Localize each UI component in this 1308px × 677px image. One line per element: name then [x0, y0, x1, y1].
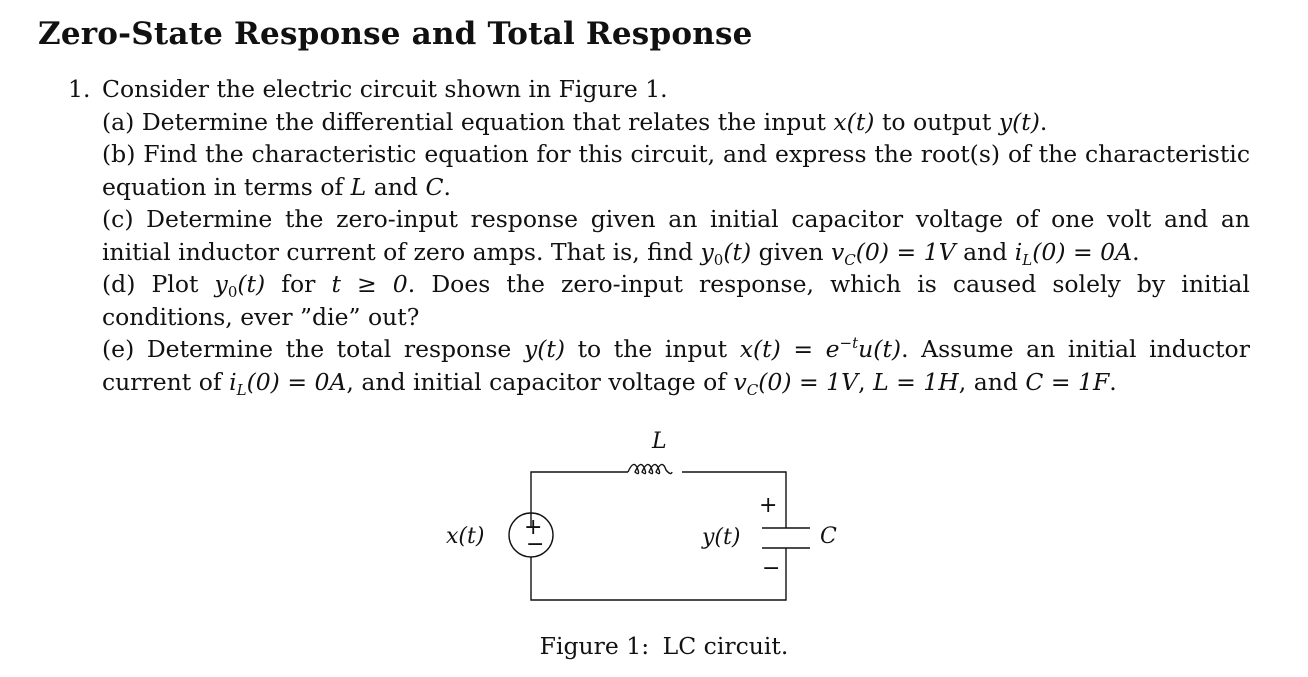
caption-text: LC circuit. — [662, 632, 789, 660]
capacitor-label: C — [820, 524, 837, 549]
vc-subscript: C — [844, 250, 856, 269]
y0-arg: (t) — [723, 237, 752, 266]
part-c — [102, 203, 1250, 268]
part-a — [102, 106, 1250, 139]
problem-1 — [68, 73, 1250, 398]
input-rhs: u(t) — [858, 335, 902, 363]
part-c-text-1: Determine the zero-input response given an initial capacitor voltage of one volt and an initial inductor current of zero amps. That is, find — [102, 205, 1250, 266]
il-equation: (0) = 0A — [246, 367, 347, 396]
zero-input-response — [700, 237, 752, 269]
part-e-text-2: to the input — [577, 335, 728, 363]
caption-prefix: Figure 1: — [539, 632, 650, 660]
vc-equation: (0) = 1V — [758, 367, 859, 396]
part-c-text-2: given — [758, 237, 824, 266]
y0-symbol: y — [214, 270, 228, 298]
part-e-text-7: . — [1109, 367, 1117, 396]
capacitance-symbol: C — [425, 172, 444, 201]
part-c-text-4: . — [1132, 237, 1140, 266]
inductor-coil — [628, 464, 672, 473]
part-b-text-3: . — [443, 172, 451, 201]
part-d-text-3: . Does the zero-input response, which is caused solely by initial conditions, ever ”die” out? — [102, 270, 1250, 331]
part-b-text-2: and — [373, 172, 418, 201]
input-definition — [740, 335, 901, 363]
source-plus-sign: + — [524, 515, 543, 540]
part-e — [102, 333, 1250, 398]
output-signal: y(t) — [998, 107, 1040, 136]
inductor-initial-current — [229, 367, 347, 399]
part-a-text-2: to output — [881, 107, 992, 136]
input-signal: x(t) — [833, 107, 875, 136]
problem-number: 1. — [68, 75, 91, 103]
il-subscript: L — [1022, 250, 1033, 269]
circuit-diagram — [420, 420, 900, 610]
part-e-label: (e) — [102, 335, 135, 363]
inductance-value: L = 1H — [873, 367, 959, 396]
capacitor-plus-sign: + — [759, 493, 778, 518]
section-title: Zero-State Response and Total Response — [38, 16, 753, 52]
vc-symbol: v — [733, 367, 747, 396]
part-d-text-2: for — [281, 270, 316, 298]
part-a-text-1: Determine the differential equation that relates the input — [141, 107, 826, 136]
vc-equation: (0) = 1V — [855, 237, 956, 266]
part-c-text-3: and — [963, 237, 1008, 266]
part-e-text-1: Determine the total response — [146, 335, 512, 363]
y0-subscript: 0 — [227, 283, 238, 301]
part-e-text-5: , — [858, 367, 866, 396]
source-label: x(t) — [446, 524, 485, 549]
inductor-label: L — [652, 429, 667, 454]
part-d-label: (d) — [102, 270, 136, 298]
part-e-text-4: , and initial capacitor voltage of — [346, 367, 726, 396]
y0-subscript: 0 — [713, 250, 724, 269]
il-symbol: i — [229, 367, 237, 396]
input-lhs: x(t) = e — [739, 335, 840, 363]
part-b — [102, 138, 1250, 203]
il-subscript: L — [236, 380, 247, 399]
part-a-text-3: . — [1039, 107, 1048, 136]
total-response: y(t) — [523, 335, 565, 363]
part-a-label: (a) — [102, 107, 135, 136]
time-condition: t ≥ 0 — [331, 270, 408, 298]
il-equation: (0) = 0A — [1032, 237, 1133, 266]
part-c-label: (c) — [102, 205, 134, 233]
wire-right-bottom — [531, 548, 786, 600]
capacitor-initial-voltage — [733, 367, 859, 399]
input-exponent: −t — [839, 334, 859, 352]
problem-lead: Consider the electric circuit shown in Figure 1. — [102, 75, 668, 103]
part-d — [102, 268, 1250, 333]
figure-caption — [0, 632, 1308, 660]
source-minus-sign: − — [526, 532, 545, 557]
capacitor-minus-sign: − — [762, 556, 781, 581]
y0-symbol: y — [700, 237, 714, 266]
part-d-text-1: Plot — [151, 270, 199, 298]
capacitance-value: C = 1F — [1025, 367, 1110, 396]
output-label: y(t) — [702, 525, 741, 550]
inductance-symbol: L — [350, 172, 367, 201]
il-symbol: i — [1014, 237, 1023, 266]
part-e-text-3: . Assume an initial inductor current of — [102, 335, 1250, 396]
vc-symbol: v — [830, 237, 845, 266]
part-b-text-1: Find the characteristic equation for this circuit, and express the root(s) of the characteristic equation in terms of — [102, 140, 1250, 201]
part-e-text-6: , and — [958, 367, 1018, 396]
lc-circuit-figure — [420, 420, 900, 610]
capacitor-initial-voltage — [830, 237, 956, 269]
part-b-label: (b) — [102, 140, 136, 168]
y0-arg: (t) — [237, 270, 266, 298]
inductor-initial-current — [1014, 237, 1133, 269]
vc-subscript: C — [746, 380, 759, 399]
zero-input-response — [214, 270, 266, 301]
